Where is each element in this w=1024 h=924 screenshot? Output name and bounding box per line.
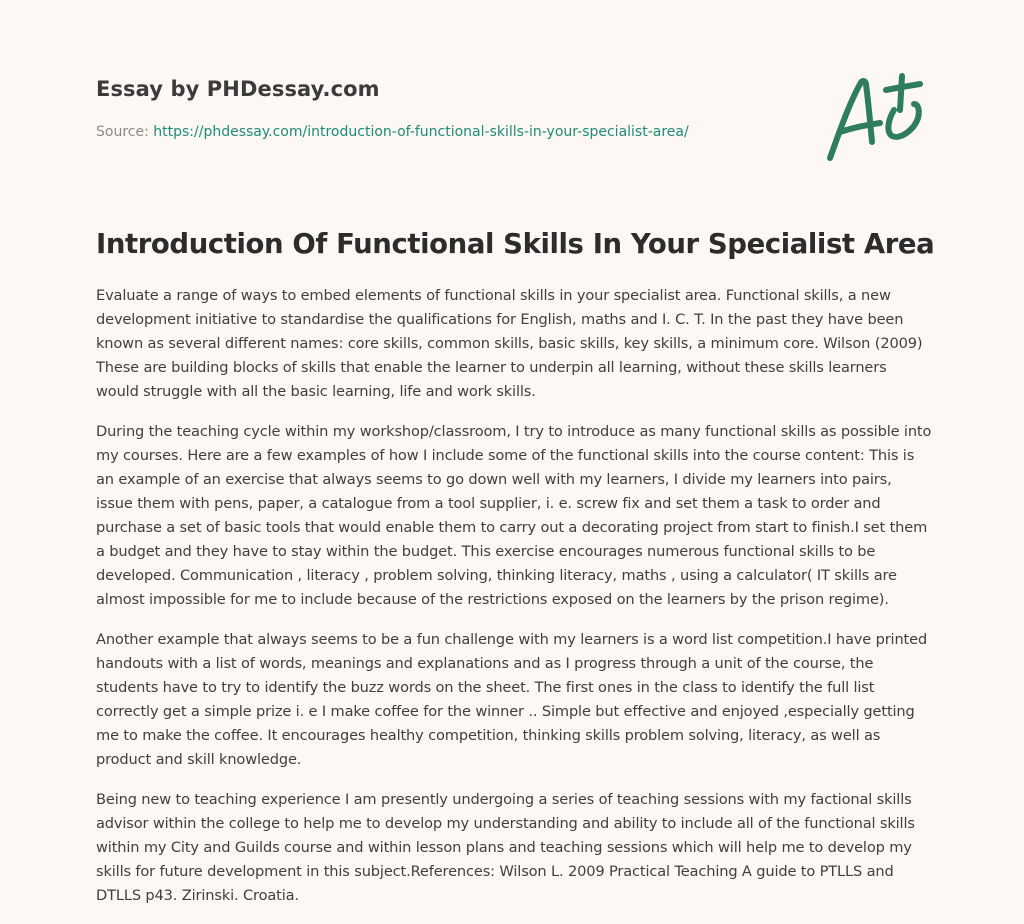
paragraph: During the teaching cycle within my workshop/classroom, I try to introduce as many functional skills as possible into my courses. Here are a few examples of how I include some of the functional skills into the course content: This is an example of an exercise that always seems to go down well with my learners, I divide my learners into pairs, issue them with pens, paper, a catalogue from a tool supplier, i. e. screw fix and set them a task to order and purchase a set of basic tools that would enable them to carry out a decorating project from start to finish.I set them a budget and they have to stay within the budget. This exercise encourages numerous functional skills to be developed. Communication , literacy , problem solving, thinking literacy, maths , using a calculator( IT skills are almost impossible for me to include because of the restrictions exposed on the learners by the prison regime). — [96, 423, 932, 608]
paragraph: Another example that always seems to be a fun challenge with my learners is a word list competition.I have printed handouts with a list of words, meanings and explanations and as I progress through a unit of the course, the students have to try to identify the buzz words on the sheet. The first ones in the class to identify the full list correctly get a simple prize i. e I make coffee for the winner .. Simple but effective and enjoyed ,especially getting me to make the coffee. It encourages healthy competition, thinking skills problem solving, literacy, as well as product and skill knowledge. — [96, 631, 928, 768]
source-link[interactable]: https://phdessay.com/introduction-of-functional-skills-in-your-specialist-area/ — [153, 124, 689, 140]
source-line — [96, 124, 689, 140]
a-plus-logo-icon — [824, 70, 928, 164]
article-title: Introduction Of Functional Skills In Your Specialist Area — [96, 228, 935, 260]
paragraph: Being new to teaching experience I am presently undergoing a series of teaching sessions with my factional skills advisor within the college to help me to develop my understanding and ability to include all of the functional skills within my City and Guilds course and within lesson plans and teaching sessions which will help me to develop my skills for future development in this subject.References: Wilson L. 2009 Practical Teaching A guide to PTLLS and DTLLS p43. Zirinski. Croatia. — [96, 791, 915, 904]
article-body — [96, 284, 932, 924]
brand-title: Essay by PHDessay.com — [96, 77, 380, 101]
paragraph: Evaluate a range of ways to embed elements of functional skills in your specialist area. Functional skills, a new development initiative to standardise the qualifications for English, maths and I. C. T. In the past they have been known as several different names: core skills, common skills, basic skills, key skills, a minimum core. Wilson (2009) These are building blocks of skills that enable the learner to underpin all learning, without these skills learners would struggle with all the basic learning, life and work skills. — [96, 287, 923, 400]
source-label: Source: — [96, 124, 149, 140]
